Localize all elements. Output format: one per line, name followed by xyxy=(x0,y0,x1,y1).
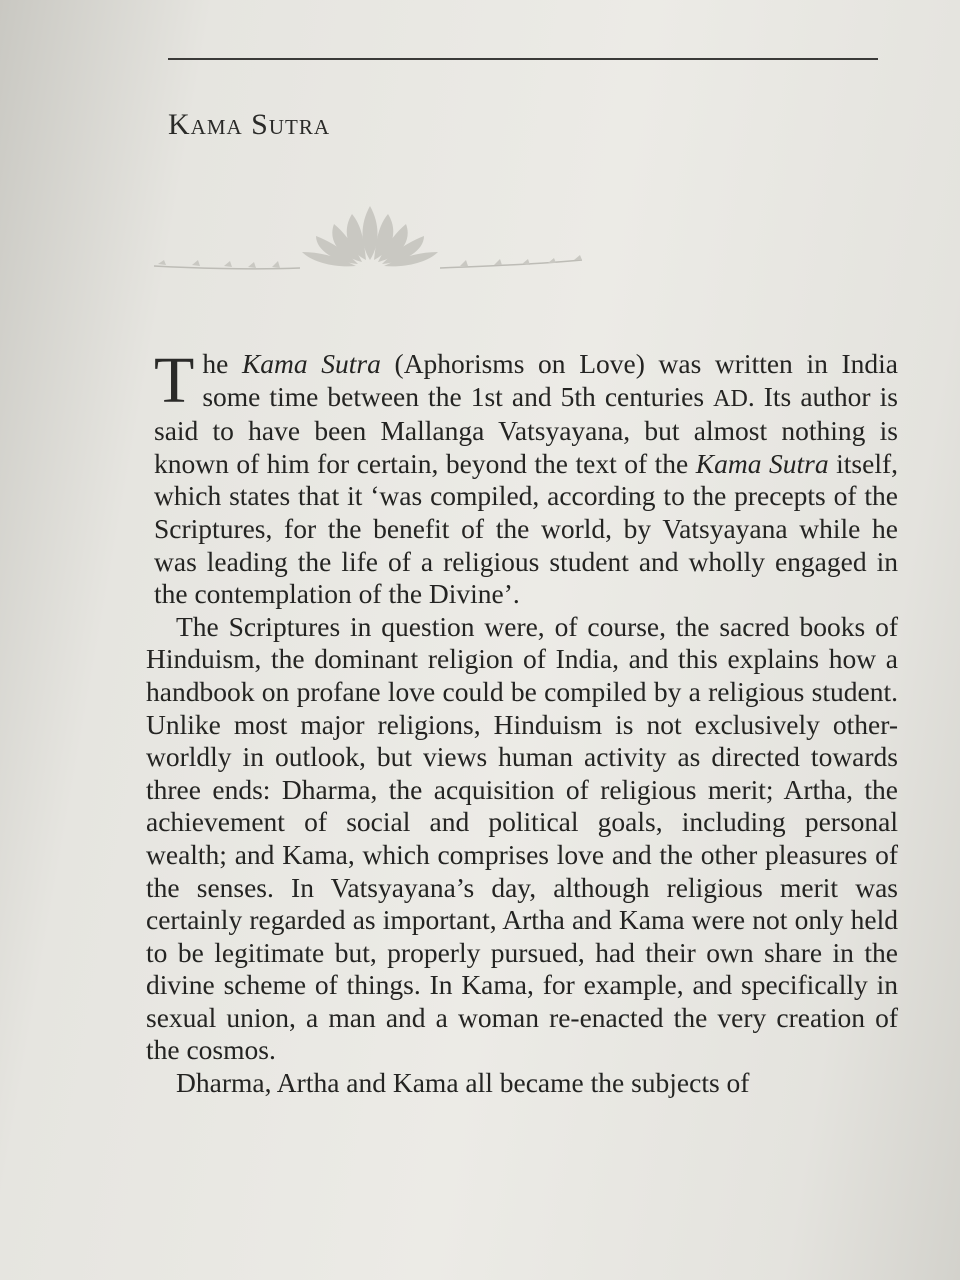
paragraph-1 xyxy=(146,344,899,611)
paragraph-1-text: (Aphorisms on Love) was written in India some time between the 1st and 5th centuries xyxy=(202,348,899,412)
running-title: Kama Sutra xyxy=(168,108,331,141)
lotus-ornament-icon xyxy=(150,196,590,280)
paragraph-3: Dharma, Artha and Kama all became the subjects of xyxy=(176,1067,750,1099)
era-abbreviation: AD xyxy=(713,385,748,412)
paragraph-1-text: he xyxy=(202,348,242,379)
book-title-italic: Kama Sutra xyxy=(241,348,381,379)
paragraph-1-text: itself, which states that it ‘was compiled, according to the precepts of the Scriptures, for the benefit of the world, by Vatsyayana while he was leading the life of a religious student and wholly engaged in the contemplation of the Divine’. xyxy=(154,447,899,610)
drop-cap: T xyxy=(154,344,195,417)
body-text xyxy=(146,344,899,1100)
header-rule xyxy=(168,58,878,60)
book-title-italic: Kama Sutra xyxy=(695,447,829,479)
paragraph-2: The Scriptures in question were, of course, the sacred books of Hinduism, the dominant religion of India, and this explains how a handbook on profane love could be compiled by a religious student. Unlike most major religions, Hinduism is not exclusively other-worldly in outlook, but views human activity as directed towards three ends: Dharma, the acquisition of religious merit; Artha, the achievement of social and political goals, including personal wealth; and Kama, which comprises love and the other pleasures of the senses. In Vatsyayana’s day, although religious merit was certainly regarded as important, Artha and Kama were not only held to be legitimate but, properly pursued, had their own share in the divine scheme of things. In Kama, for example, and specifically in sexual union, a man and a woman re-enacted the very creation of the cosmos. xyxy=(146,610,898,1066)
paragraph-1-text: . Its author is said to have been Mallanga Vatsyayana, but almost nothing is known of him for certain, beyond the text of the xyxy=(154,380,898,479)
